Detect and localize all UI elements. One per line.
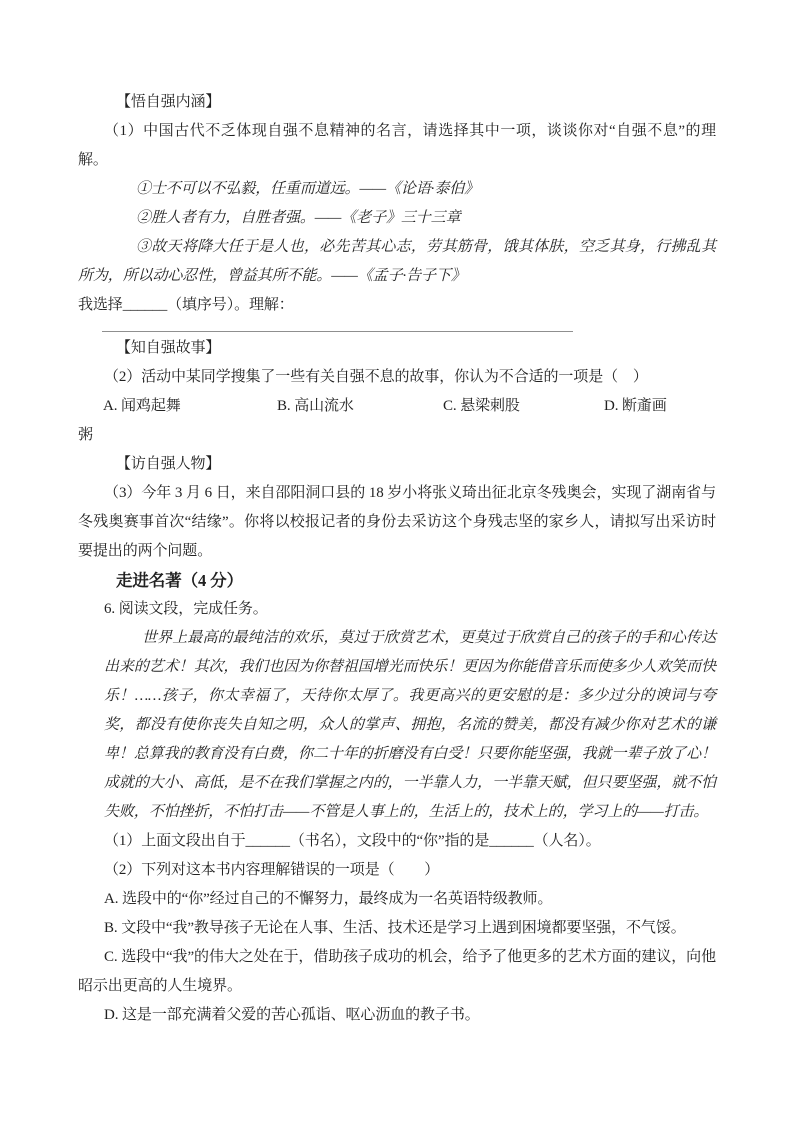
question-2-option-a: A. 闻鸡起舞 — [103, 398, 181, 414]
quote-3-mengzi: ③故天将降大任于是人也，必先苦其心志，劳其筋骨，饿其体肤，空乏其身，行拂乱其所为，所以动心忍性，曾益其所不能。——《孟子·告子下》 — [78, 239, 716, 284]
question-6-option-b: B. 文段中“我”教导孩子无论在人事、生活、技术还是学习上遇到困境都要坚强，不气馁。 — [104, 920, 686, 936]
question-2-option-c: C. 悬梁刺股 — [443, 398, 520, 414]
question-2-option-d-wrapped-char: 粥 — [78, 427, 93, 443]
quote-1-lunyu: ①士不可以不弘毅，任重而道远。——《论语·泰伯》 — [136, 181, 480, 197]
question-1-prompt: （1）中国古代不乏体现自强不息精神的名言，请选择其中一项，谈谈你对“自强不息”的理解。 — [78, 123, 716, 168]
question-2-options-row — [78, 392, 716, 421]
question-6-sub-2-prompt: （2）下列对这本书内容理解错误的一项是（ ） — [104, 862, 440, 878]
quote-2-laozi: ②胜人者有力，自胜者强。——《老子》三十三章 — [136, 210, 461, 226]
question-6-intro: 6. 阅读文段，完成任务。 — [104, 601, 268, 617]
question-6-option-a: A. 选段中的“你”经过自己的不懈努力，最终成为一名英语特级教师。 — [104, 891, 553, 907]
section-divider-line — [102, 331, 573, 332]
question-1-answer-blank-line: 我选择______（填序号）。理解： — [78, 297, 294, 313]
question-3-prompt: （3）今年 3 月 6 日，来自邵阳洞口县的 18 岁小将张义琦出征北京冬残奥会，实现了湖南省与冬残奥赛事首次“结缘”。你将以校报记者的身份去采访这个身残志坚的家乡人，请拟写出采访时要提出的两个问题。 — [78, 485, 716, 559]
question-6-option-c: C. 选段中“我”的伟大之处在于，借助孩子成功的机会，给予了他更多的艺术方面的建议，向他昭示出更高的人生境界。 — [78, 949, 716, 994]
question-6-reading-passage: 世界上最高的最纯洁的欢乐，莫过于欣赏艺术，更莫过于欣赏自己的孩子的手和心传达出来的艺术！其次，我们也因为你替祖国增光而快乐！更因为你能借音乐而使多少人欢笑而快乐！……孩子，你太幸福了，天待你太厚了。我更高兴的更安慰的是：多少过分的谀词与夸奖，都没有使你丧失自知之明，众人的掌声、拥抱，名流的赞美，都没有减少你对艺术的谦卑！总算我的教育没有白费，你二十年的折磨没有白受！只要你能坚强，我就一辈子放了心！成就的大小、高低，是不在我们掌握之内的，一半靠人力，一半靠天赋，但只要坚强，就不怕失败，不怕挫折，不怕打击——不管是人事上的，生活上的，技术上的，学习上的——打击。 — [104, 630, 716, 820]
question-6-sub-1-fill-blank: （1）上面文段出自于______（书名），文段中的“你”指的是______（人名）。 — [104, 833, 601, 849]
section-title-famous-works: 走进名著（4 分） — [116, 571, 243, 590]
question-2-option-d: D. 断齑画 — [604, 398, 667, 414]
section-banner-visit-self-improvement-people: 【访自强人物】 — [116, 456, 221, 472]
question-2-prompt: （2）活动中某同学搜集了一些有关自强不息的故事，你认为不合适的一项是（ ） — [104, 369, 648, 385]
section-banner-understand-self-improvement: 【悟自强内涵】 — [116, 94, 221, 110]
question-6-option-d: D. 这是一部充满着父爱的苦心孤诣、呕心沥血的教子书。 — [104, 1007, 480, 1023]
question-2-option-b: B. 高山流水 — [277, 398, 354, 414]
section-banner-know-self-improvement-stories: 【知自强故事】 — [116, 340, 221, 356]
